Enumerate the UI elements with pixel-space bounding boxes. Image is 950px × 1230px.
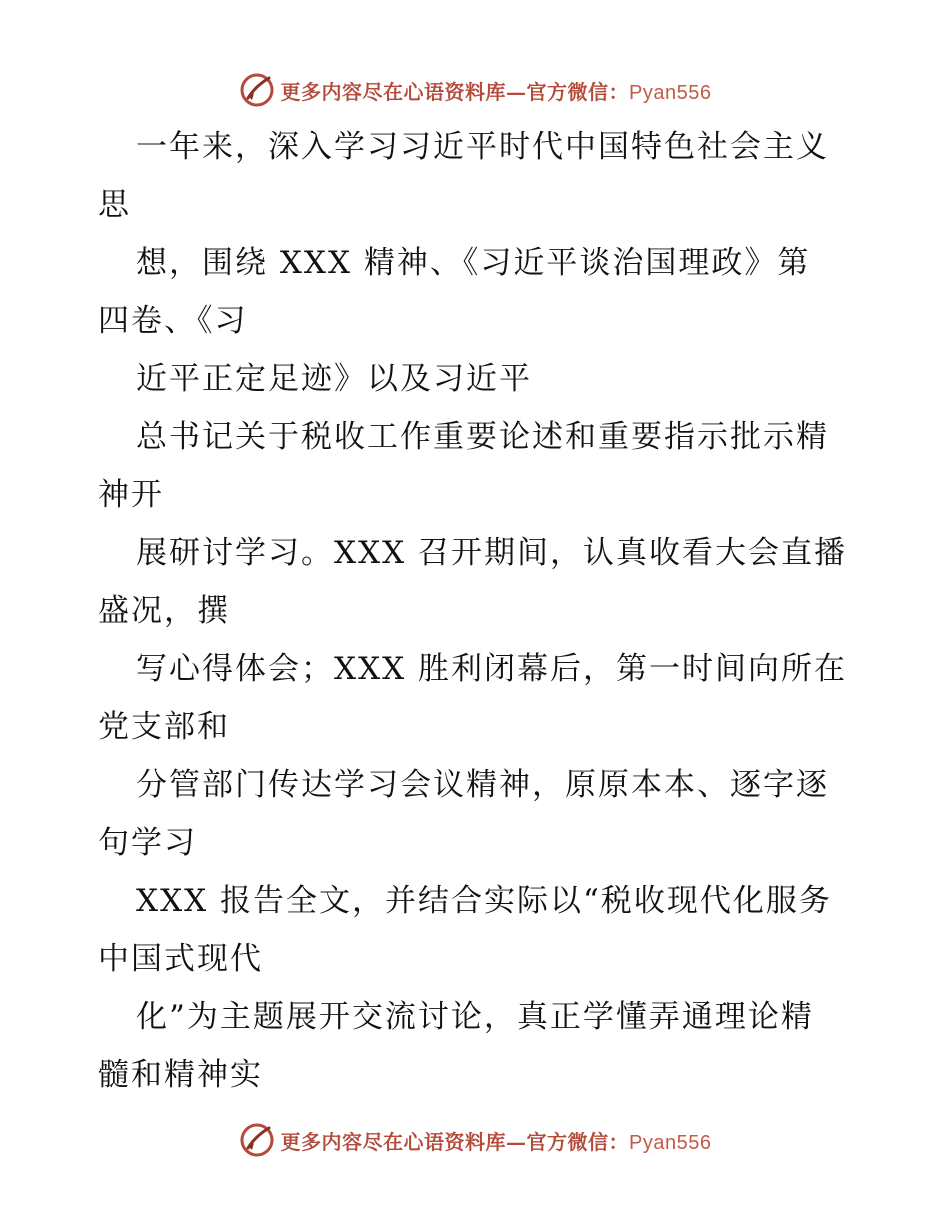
- body-line: 展研讨学习。XXX 召开期间，认真收看大会直播: [136, 535, 848, 571]
- watermark-text: 更多内容尽在心语资料库—官方微信：Pyan556: [280, 79, 712, 104]
- body-line: 党支部和: [98, 709, 230, 745]
- body-line: 近平正定足迹》以及习近平: [136, 361, 532, 397]
- body-line: 中国式现代: [98, 941, 263, 977]
- body-line: 总书记关于税收工作重要论述和重要指示批示精: [136, 419, 829, 455]
- brush-logo-icon: [239, 72, 275, 108]
- document-body: [98, 118, 858, 1104]
- body-line: 髓和精神实: [98, 1057, 263, 1093]
- body-line: 四卷、《习: [98, 303, 248, 339]
- header-watermark: [0, 70, 950, 110]
- body-line: 句学习: [98, 825, 197, 861]
- body-line: 思: [98, 187, 131, 223]
- body-line: 神开: [98, 477, 164, 513]
- body-line: 一年来，深入学习习近平时代中国特色社会主义: [136, 129, 829, 165]
- footer-watermark: [0, 1120, 950, 1160]
- body-line: XXX 报告全文，并结合实际以“税收现代化服务: [136, 883, 832, 919]
- brush-logo-icon: [239, 1122, 275, 1158]
- watermark-text: 更多内容尽在心语资料库—官方微信：Pyan556: [280, 1129, 712, 1154]
- body-line: 写心得体会；XXX 胜利闭幕后，第一时间向所在: [136, 651, 848, 687]
- body-line: 化”为主题展开交流讨论，真正学懂弄通理论精: [136, 999, 814, 1035]
- body-line: 盛况，撰: [98, 593, 230, 629]
- body-line: 想，围绕 XXX 精神、《习近平谈治国理政》第: [136, 245, 811, 281]
- body-line: 分管部门传达学习会议精神，原原本本、逐字逐: [136, 767, 829, 803]
